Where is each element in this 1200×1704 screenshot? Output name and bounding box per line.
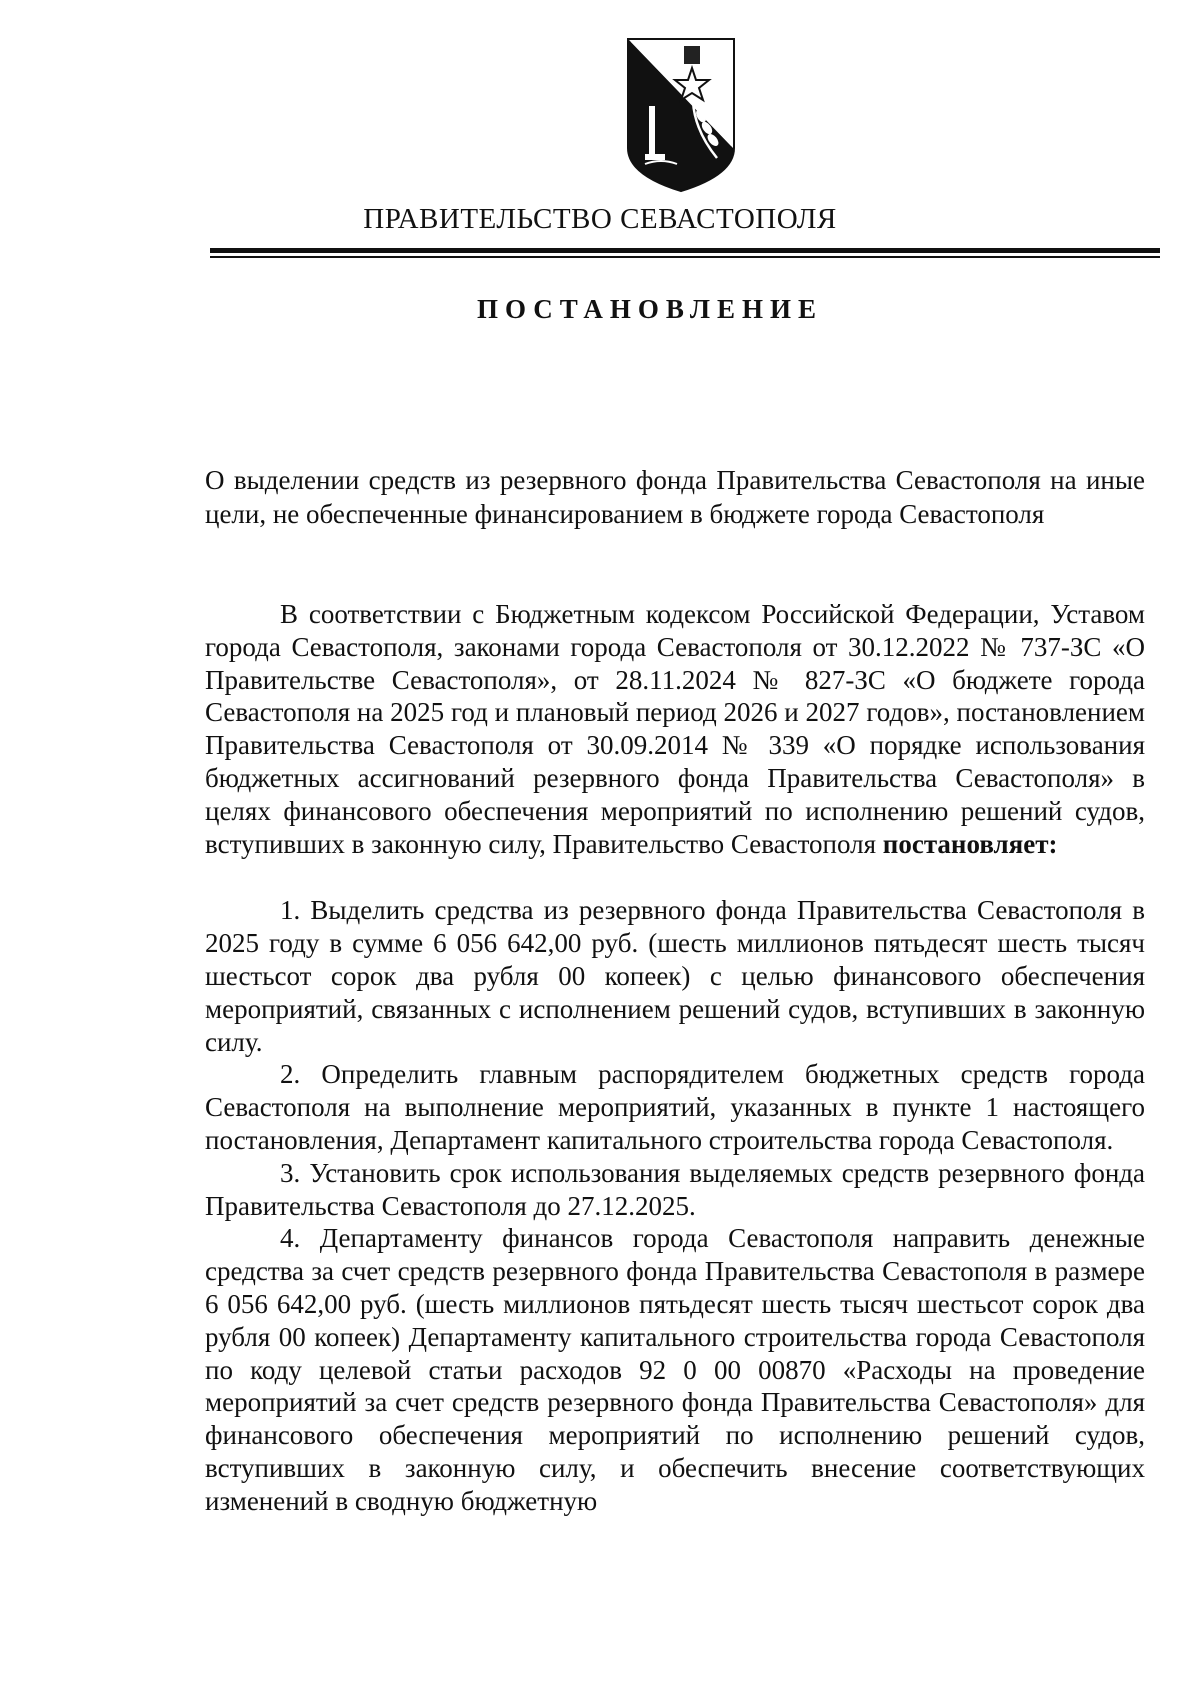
header-divider-thin <box>210 256 1160 258</box>
sevastopol-coat-of-arms-icon <box>621 36 741 196</box>
item-4: 4. Департаменту финансов города Севастополя направить денежные средства за счет средств резервного фонда Правительства Севастополя в размере 6 056 642,00 руб. (шесть миллионов пятьдесят шесть тысяч шестьсот сорок два рубля 00 копеек) Департаменту капитального строительства города Севастополя по коду целевой статьи расходов 92 0 00 00870 «Расходы на проведение мероприятий за счет средств резервного фонда Правительства Севастополя» для финансового обеспечения мероприятий по исполнению решений судов, вступивших в законную силу, и обеспечить внесение соответствующих изменений в сводную бюджетную <box>205 1223 1145 1516</box>
document-body <box>205 598 1145 1518</box>
organization-title: ПРАВИТЕЛЬСТВО СЕВАСТОПОЛЯ <box>363 203 837 235</box>
item-3: 3. Установить срок использования выделяемых средств резервного фонда Правительства Севастополя до 27.12.2025. <box>205 1157 1145 1221</box>
item-2: 2. Определить главным распорядителем бюджетных средств города Севастополя на выполнение мероприятий, указанных в пункте 1 настоящего постановления, Департамент капитального строительства города Севастополя. <box>205 1059 1145 1155</box>
item-1: 1. Выделить средства из резервного фонда Правительства Севастополя в 2025 году в сумме 6 056 642,00 руб. (шесть миллионов пятьдесят шесть тысяч шестьсот сорок два рубля 00 копеек) с целью финансового обеспечения мероприятий, связанных с исполнением решений судов, вступивших в законную силу. <box>205 895 1145 1057</box>
preamble-text: В соответствии с Бюджетным кодексом Российской Федерации, Уставом города Севастополя, законами города Севастополя от 30.12.2022 № 737-ЗС «О Правительстве Севастополя», от 28.11.2024 № 827-ЗС «О бюджете города Севастополя на 2025 год и плановый период 2026 и 2027 годов», постановлением Правительства Севастополя от 30.09.2014 № 339 «О порядке использования бюджетных ассигнований резервного фонда Правительства Севастополя» в целях финансового обеспечения мероприятий по исполнению решений судов, вступивших в законную силу, Правительство Севастополя <box>205 599 1145 859</box>
document-subject: О выделении средств из резервного фонда Правительства Севастополя на иные цели, не обеспеченные финансированием в бюджете города Севастополя <box>205 465 1145 529</box>
header-divider-thick <box>210 248 1160 253</box>
preamble-verb: постановляет: <box>882 828 1058 859</box>
document-type: ПОСТАНОВЛЕНИЕ <box>476 294 824 324</box>
preamble-paragraph <box>205 598 1145 860</box>
